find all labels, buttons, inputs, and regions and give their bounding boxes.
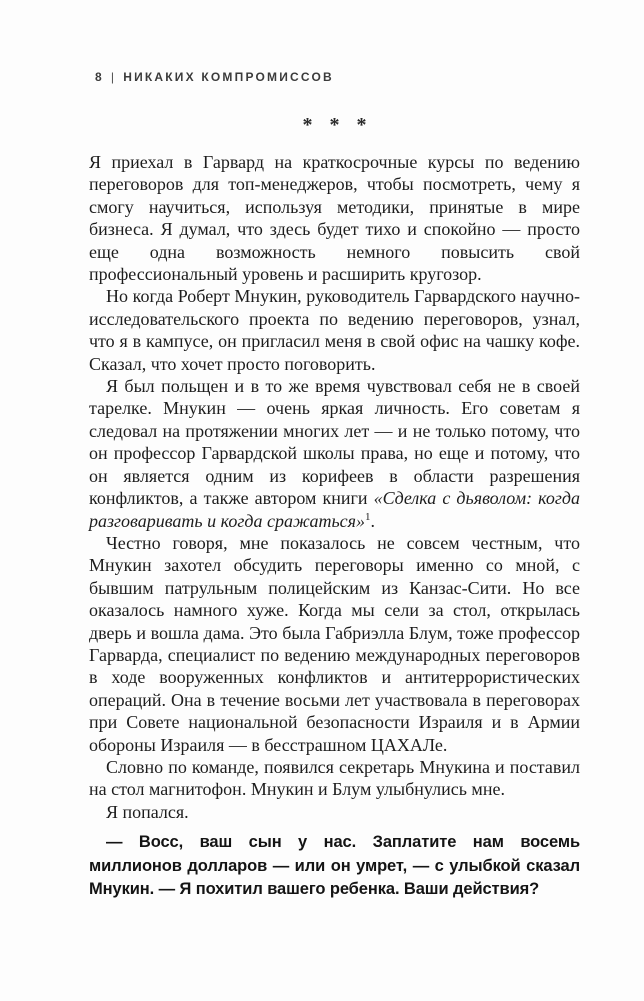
dialogue-paragraph: [89, 831, 580, 902]
text-run: Но когда Роберт Мнукин, руководитель Гарвардского научно-исследовательского проекта по ведению переговоров, узнал, что я в кампусе, он пригласил меня в свой офис на чашку кофе. Сказал, что хочет просто поговорить.: [89, 286, 580, 374]
paragraph: [89, 532, 580, 756]
book-title: НИКАКИХ КОМПРОМИССОВ: [123, 70, 334, 84]
text-run: Словно по команде, появился секретарь Мнукина и поставил на стол магнитофон. Мнукин и Блум улыбнулись мне.: [89, 756, 580, 800]
text-block: [89, 151, 580, 902]
text-run: .: [370, 510, 376, 531]
paragraph: [89, 801, 580, 823]
text-run: Я приехал в Гарвард на краткосрочные курсы по ведению переговоров для топ-менеджеров, чтобы посмотреть, чему я смогу научиться, используя методики, принятые в мире бизнеса. Я думал, что здесь будет тихо и спокойно — просто еще одна возможность немного повысить свой профессиональный уровень и расширить кругозор.: [89, 152, 580, 285]
paragraph: [89, 151, 580, 285]
text-run: «Сделка с дьяволом: когда разговаривать и когда сражаться»: [89, 488, 580, 531]
paragraph: [89, 285, 580, 375]
text-run: — Восс, ваш сын у нас. Заплатите нам восемь миллионов долларов — или он умрет, — с улыбкой сказал Мнукин. — Я похитил вашего ребенка. Ваши действия?: [89, 833, 580, 899]
section-break: * * *: [302, 114, 367, 136]
paragraph: [89, 375, 580, 532]
header-divider: |: [110, 70, 117, 84]
text-run: Я был польщен и в то же время чувствовал себя не в своей тарелке. Мнукин — очень яркая личность. Его советам я следовал на протяжении многих лет — и не только потому, что он профессор Гарвардской школы права, но еще и потому, что он является одним из корифеев в области разрешения конфликтов, а также автором книги: [89, 376, 580, 509]
text-run: Я попался.: [106, 801, 189, 822]
text-run: Честно говоря, мне показалось не совсем честным, что Мнукин захотел обсудить переговоры именно со мной, с бывшим патрульным полицейским из Канзас-Сити. Но все оказалось намного хуже. Когда мы сели за стол, открылась дверь и вошла дама. Это была Габриэлла Блум, тоже профессор Гарварда, специалист по ведению международных переговоров в ходе вооруженных конфликтов и антитеррористических операций. Она в течение восьми лет участвовала в переговорах при Совете национальной безопасности Израиля и в Армии обороны Израиля — в бесстрашном ЦАХАЛе.: [89, 532, 580, 755]
running-header: [95, 70, 334, 84]
paragraph: [89, 756, 580, 801]
footnote-marker: 1: [365, 510, 371, 523]
page-number: 8: [95, 70, 104, 84]
